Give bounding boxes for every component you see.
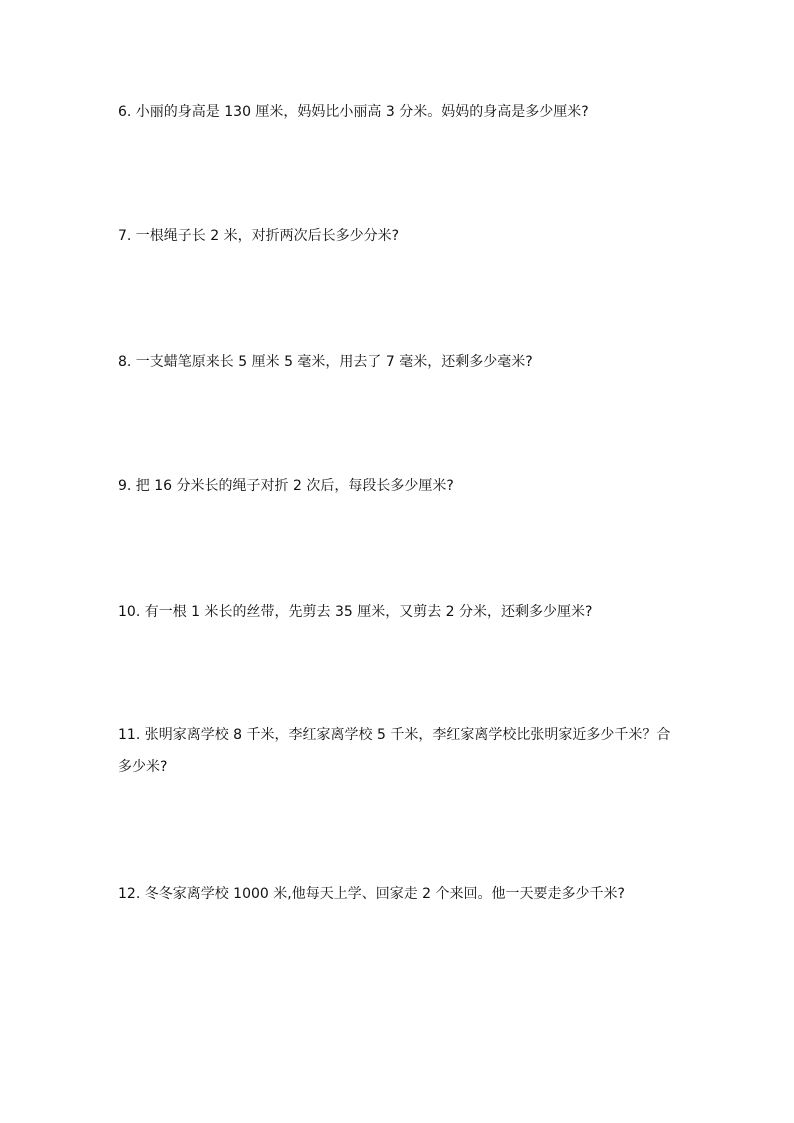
question-6: 6. 小丽的身高是 130 厘米，妈妈比小丽高 3 分米。妈妈的身高是多少厘米? — [118, 104, 589, 120]
question-9: 9. 把 16 分米长的绳子对折 2 次后，每段长多少厘米? — [118, 478, 454, 494]
question-10: 10. 有一根 1 米长的丝带，先剪去 35 厘米，又剪去 2 分米，还剩多少厘米? — [118, 604, 593, 620]
question-8: 8. 一支蜡笔原来长 5 厘米 5 毫米，用去了 7 毫米，还剩多少毫米? — [118, 354, 533, 370]
question-11: 11. 张明家离学校 8 千米，李红家离学校 5 千米，李红家离学校比张明家近多少千米？合多少米? — [118, 727, 671, 775]
question-7: 7. 一根绳子长 2 米，对折两次后长多少分米? — [118, 228, 400, 244]
question-12: 12. 冬冬家离学校 1000 米,他每天上学、回家走 2 个来回。他一天要走多少千米? — [118, 886, 625, 902]
